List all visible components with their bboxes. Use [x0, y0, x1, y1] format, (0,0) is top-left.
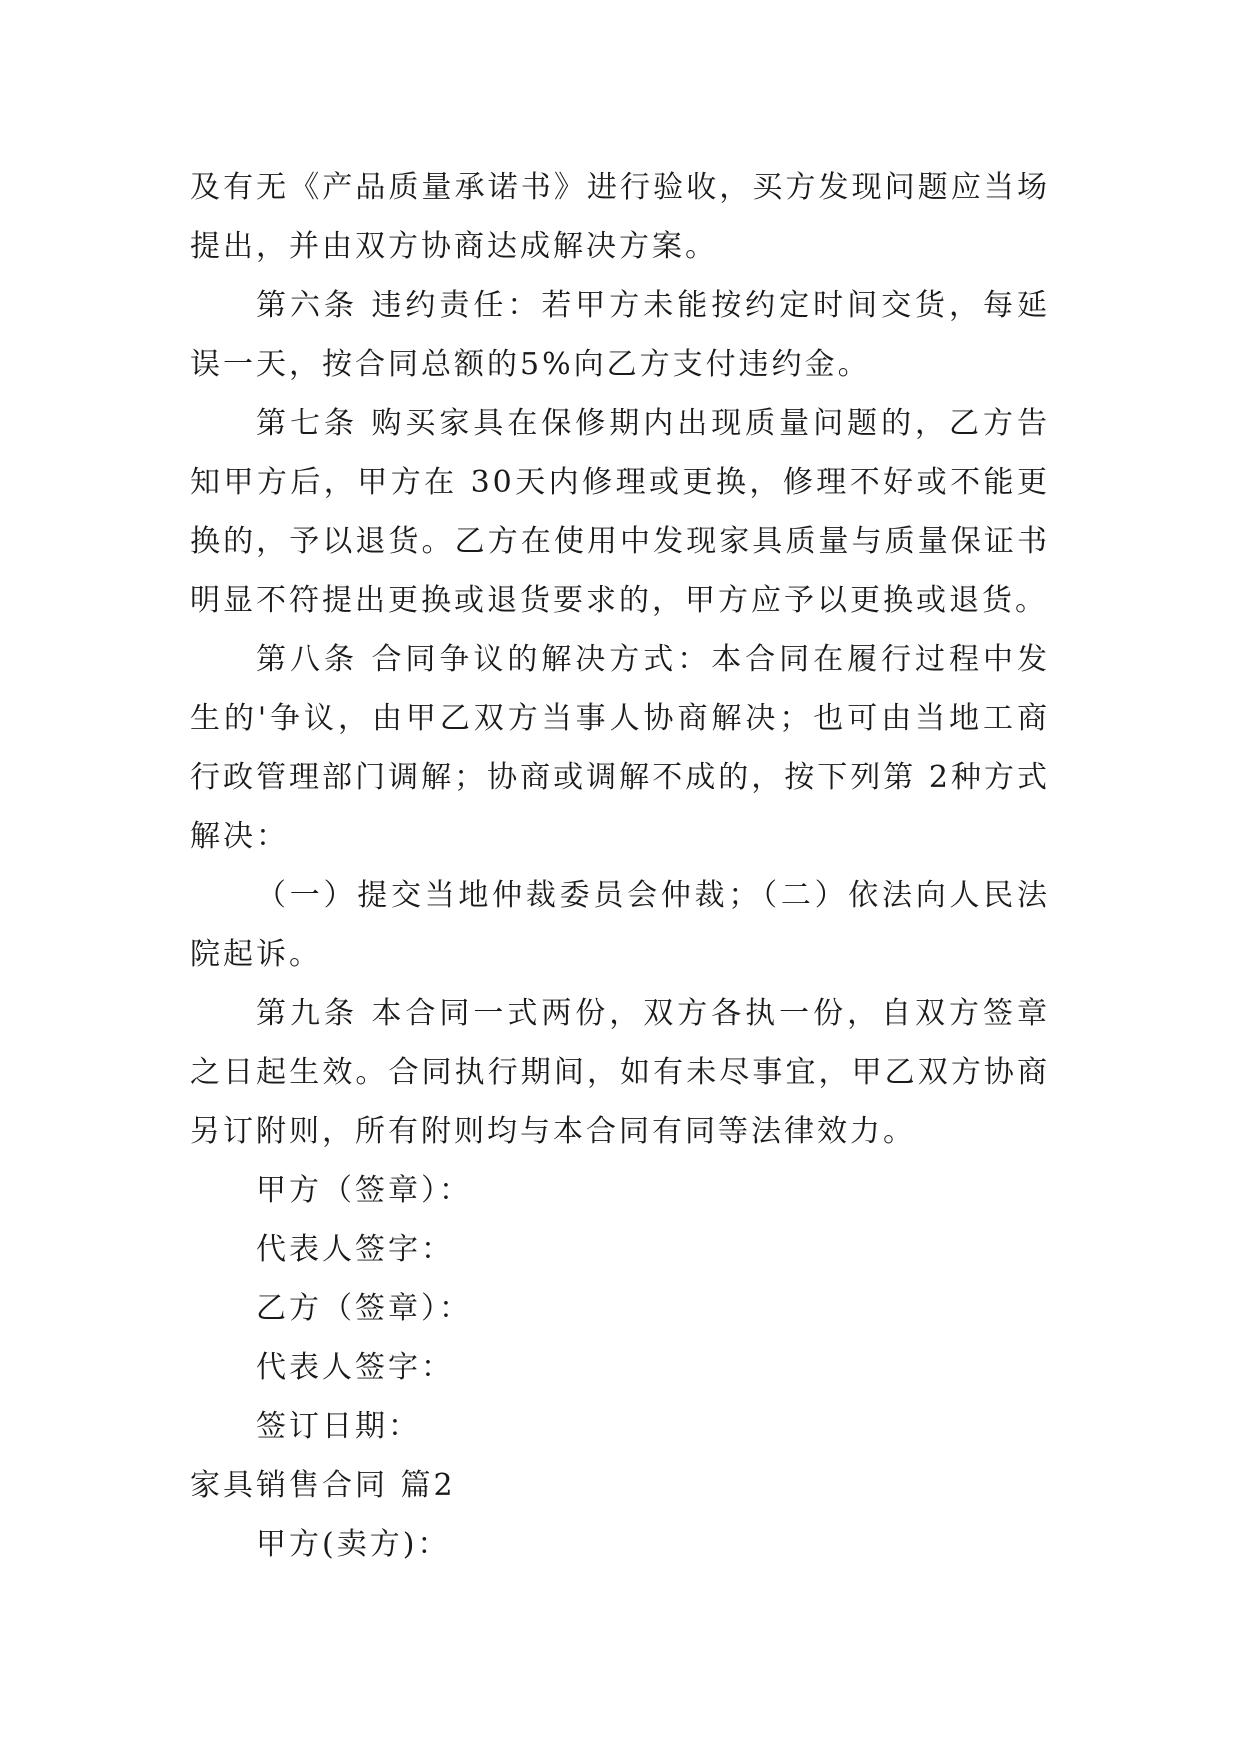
paragraph-acceptance: 及有无《产品质量承诺书》进行验收，买方发现问题应当场提出，并由双方协商达成解决方案。: [190, 170, 1050, 264]
party-a-seal-line: 甲方（签章）：: [256, 1173, 472, 1208]
party-a-representative-line: 代表人签字：: [256, 1232, 454, 1267]
party-a-seller-line: 甲方(卖方)：: [256, 1527, 451, 1562]
paragraph-article-9: 第九条 本合同一式两份，双方各执一份，自双方签章之日起生效。合同执行期间，如有未尽事宜，甲乙双方协商另订附则，所有附则均与本合同有同等法律效力。: [190, 996, 1050, 1149]
document-body: [190, 158, 1050, 1574]
paragraph-article-7: 第七条 购买家具在保修期内出现质量问题的，乙方告知甲方后，甲方在 30天内修理或更换，修理不好或不能更换的，予以退货。乙方在使用中发现家具质量与质量保证书明显不符提出更换或退货要求的，甲方应予以更换或退货。: [190, 406, 1050, 618]
paragraph-article-6: 第六条 违约责任：若甲方未能按约定时间交货，每延误一天，按合同总额的5%向乙方支付违约金。: [190, 288, 1050, 382]
section-heading: 家具销售合同 篇2: [190, 1468, 456, 1503]
party-b-seal-line: 乙方（签章）：: [256, 1291, 472, 1326]
party-b-representative-line: 代表人签字：: [256, 1350, 454, 1385]
paragraph-article-8: 第八条 合同争议的解决方式：本合同在履行过程中发生的'争议，由甲乙双方当事人协商解决；也可由当地工商行政管理部门调解；协商或调解不成的，按下列第 2种方式解决：: [190, 642, 1050, 854]
paragraph-dispute-options: （一）提交当地仲裁委员会仲裁；（二）依法向人民法院起诉。: [190, 878, 1050, 972]
sign-date-line: 签订日期：: [256, 1409, 421, 1444]
